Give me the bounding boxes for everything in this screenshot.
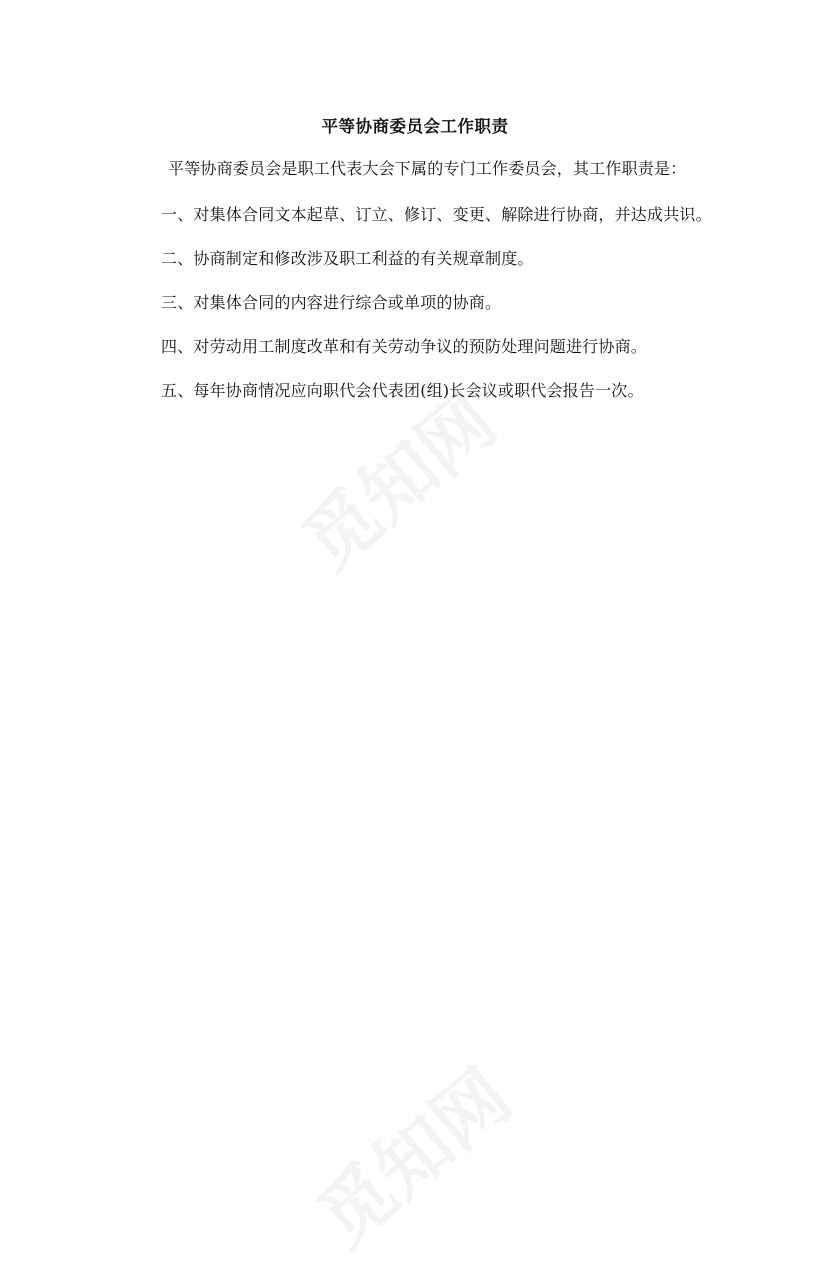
duty-item-5: 五、每年协商情况应向职代会代表团(组)长会议或职代会报告一次。 (161, 381, 644, 400)
intro-paragraph: 平等协商委员会是职工代表大会下属的专门工作委员会，其工作职责是： (168, 159, 687, 178)
document-title: 平等协商委员会工作职责 (321, 117, 509, 136)
duty-item-3: 三、对集体合同的内容进行综合或单项的协商。 (161, 293, 502, 312)
duty-item-2: 二、协商制定和修改涉及职工利益的有关规章制度。 (161, 249, 534, 268)
duty-item-1: 一、对集体合同文本起草、订立、修订、变更、解除进行协商，并达成共识。 (161, 205, 712, 224)
duty-item-4: 四、对劳动用工制度改革和有关劳动争议的预防处理问题进行协商。 (161, 337, 648, 356)
watermark (292, 1041, 530, 1265)
